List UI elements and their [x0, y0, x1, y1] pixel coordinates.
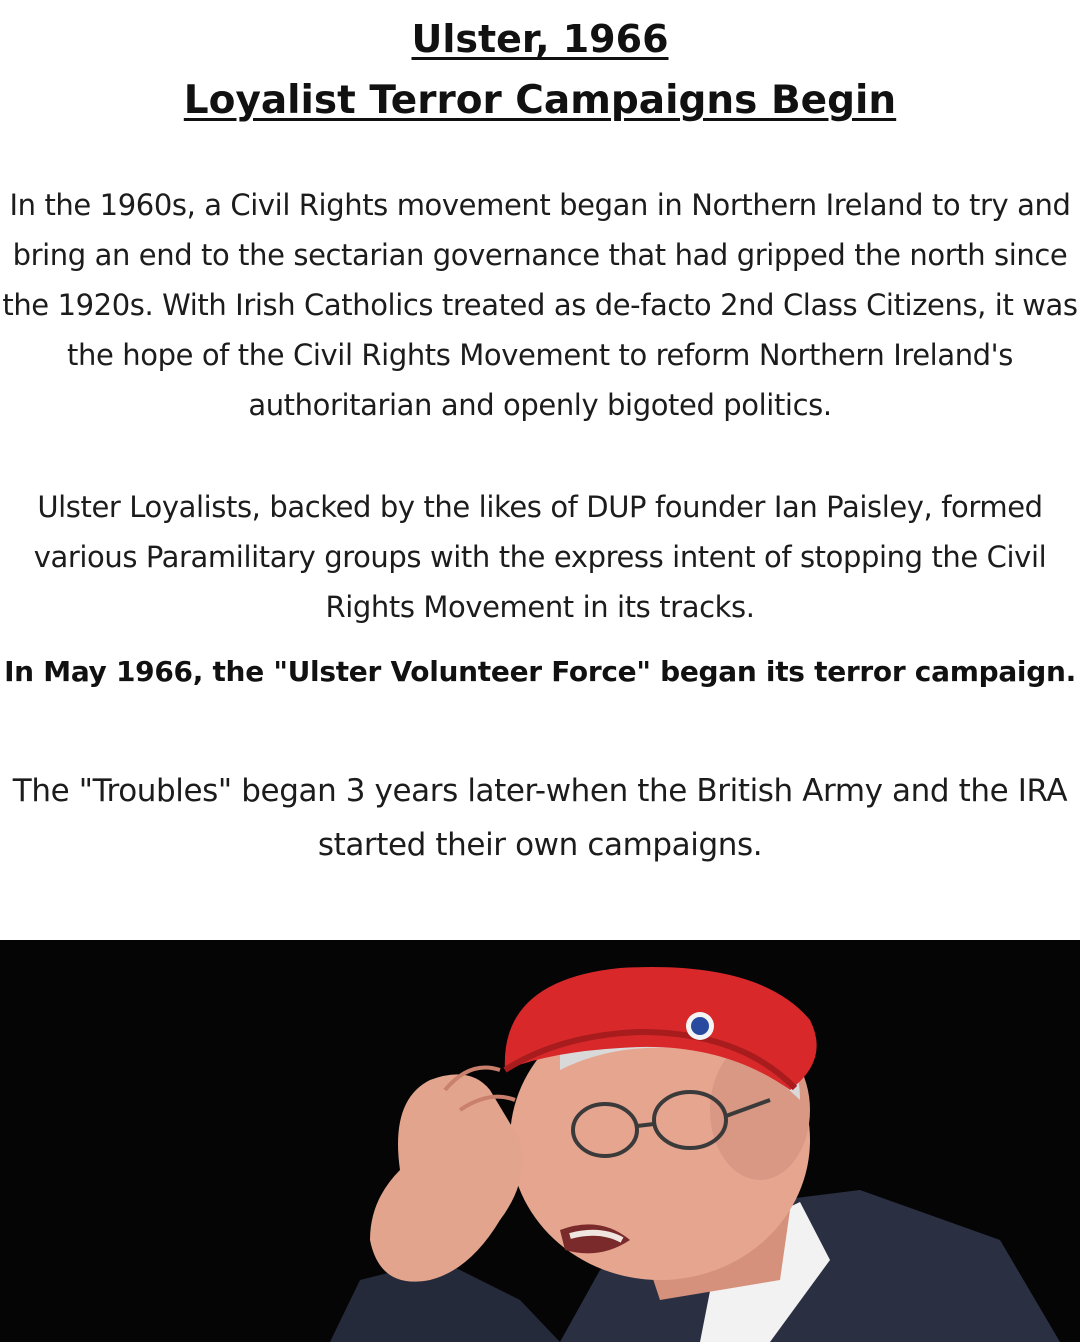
page-subtitle: Loyalist Terror Campaigns Begin	[183, 78, 897, 123]
paragraph-troubles: The "Troubles" began 3 years later-when the British Army and the IRA started their own campaigns.	[12, 773, 1068, 863]
man-in-red-beret-icon	[0, 940, 1080, 1342]
photo-man-in-red-beret	[0, 940, 1080, 1342]
paragraph-uvf-highlight: In May 1966, the "Ulster Volunteer Force" began its terror campaign.	[4, 655, 1076, 688]
page-title: Ulster, 1966	[411, 17, 669, 61]
header	[0, 8, 1080, 132]
paragraph-civil-rights: In the 1960s, a Civil Rights movement began in Northern Ireland to try and bring an end to the sectarian governance that had gripped the north since the 1920s. With Irish Catholics treated as de-facto 2nd Class Citizens, it was the hope of the Civil Rights Movement to reform Northern Ireland's authoritarian and openly bigoted politics.	[2, 188, 1078, 422]
paragraph-loyalists: Ulster Loyalists, backed by the likes of DUP founder Ian Paisley, formed various Paramilitary groups with the express intent of stopping the Civil Rights Movement in its tracks.	[33, 490, 1047, 624]
